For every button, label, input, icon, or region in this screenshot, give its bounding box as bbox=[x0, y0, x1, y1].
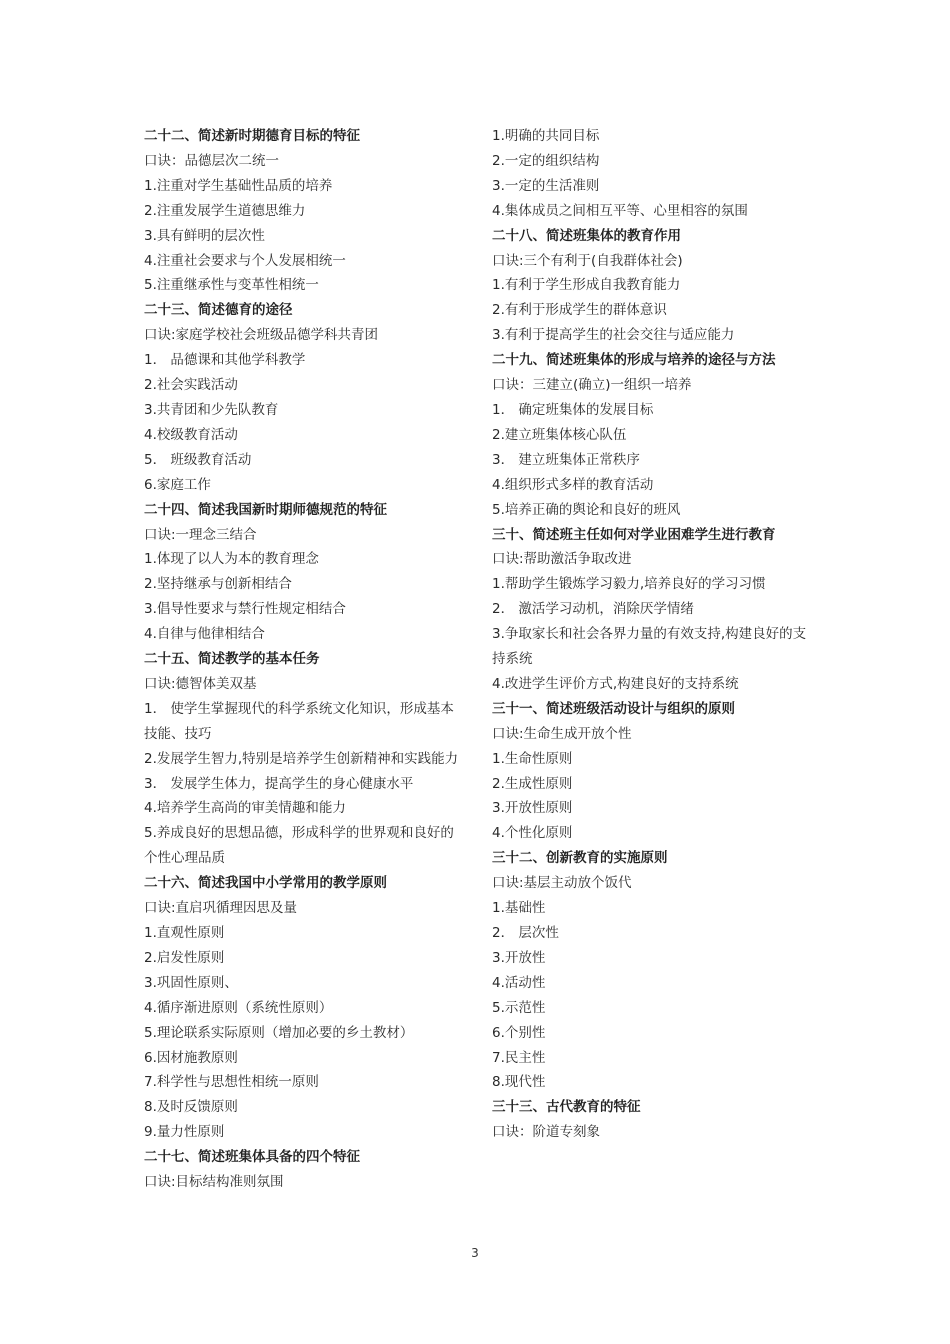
text-line: 4.培养学生高尚的审美情趣和能力 bbox=[144, 800, 346, 817]
text-line: 4.集体成员之间相互平等、心里相容的氛围 bbox=[492, 202, 748, 219]
text-line: 3.开放性 bbox=[492, 949, 546, 966]
text-line: 5.理论联系实际原则（增加必要的乡土教材） bbox=[144, 1024, 414, 1041]
text-line: 1． 确定班集体的发展目标 bbox=[492, 401, 654, 418]
text-line: 3.巩固性原则、 bbox=[144, 974, 238, 991]
section-heading: 二十六、简述我国中小学常用的教学原则 bbox=[144, 875, 387, 892]
text-line: 7.民主性 bbox=[492, 1049, 546, 1066]
text-line: 口诀:生命生成开放个性 bbox=[492, 725, 632, 742]
text-line: 口诀:帮助激活争取改进 bbox=[492, 551, 632, 568]
text-line: 1． 品德课和其他学科教学 bbox=[144, 352, 306, 369]
section-heading: 三十二、创新教育的实施原则 bbox=[492, 850, 668, 867]
text-line: 4.校级教育活动 bbox=[144, 426, 238, 443]
text-line: 2.一定的组织结构 bbox=[492, 152, 600, 169]
text-line: 口诀:基层主动放个饭代 bbox=[492, 875, 632, 892]
text-line: 3． 发展学生体力，提高学生的身心健康水平 bbox=[144, 775, 414, 792]
text-line: 1． 使学生掌握现代的科学系统文化知识，形成基本技能、技巧 bbox=[144, 700, 454, 742]
text-line: 口诀：三建立(确立)一组织一培养 bbox=[492, 377, 692, 394]
text-line: 口诀：品德层次二统一 bbox=[144, 152, 279, 169]
text-line: 2.启发性原则 bbox=[144, 949, 225, 966]
text-line: 4.注重社会要求与个人发展相统一 bbox=[144, 252, 346, 269]
text-line: 口诀：阶道专刻象 bbox=[492, 1124, 600, 1141]
section-heading: 二十二、简述新时期德育目标的特征 bbox=[144, 128, 360, 144]
text-line: 4.自律与他律相结合 bbox=[144, 626, 265, 643]
page-number: 3 bbox=[471, 1246, 479, 1260]
text-line: 5.示范性 bbox=[492, 999, 546, 1016]
text-line: 8.现代性 bbox=[492, 1074, 546, 1091]
text-line: 7.科学性与思想性相统一原则 bbox=[144, 1074, 319, 1091]
section-heading: 二十九、简述班集体的形成与培养的途径与方法 bbox=[492, 352, 776, 369]
text-line: 1.基础性 bbox=[492, 900, 546, 917]
text-line: 3.有利于提高学生的社会交往与适应能力 bbox=[492, 327, 735, 344]
text-line: 口诀:家庭学校社会班级品德学科共青团 bbox=[144, 327, 379, 344]
text-line: 2.注重发展学生道德思维力 bbox=[144, 202, 306, 219]
text-line: 3.倡导性要求与禁行性规定相结合 bbox=[144, 601, 346, 618]
text-line: 口诀:一理念三结合 bbox=[144, 526, 257, 543]
text-line: 口诀:三个有利于(自我群体社会) bbox=[492, 252, 683, 269]
text-line: 3.争取家长和社会各界力量的有效支持,构建良好的支持系统 bbox=[492, 626, 807, 668]
text-line: 3.共青团和少先队教育 bbox=[144, 401, 279, 418]
text-line: 4.个性化原则 bbox=[492, 825, 573, 842]
text-line: 2.发展学生智力,特别是培养学生创新精神和实践能力 bbox=[144, 750, 459, 767]
text-line: 口诀:德智体美双基 bbox=[144, 675, 257, 692]
text-line: 1.生命性原则 bbox=[492, 750, 573, 767]
text-line: 5.养成良好的思想品德，形成科学的世界观和良好的个性心理品质 bbox=[144, 825, 454, 867]
section-heading: 三十三、古代教育的特征 bbox=[492, 1099, 641, 1116]
text-line: 2． 层次性 bbox=[492, 925, 559, 941]
text-line: 口诀:直启巩循理因思及量 bbox=[144, 900, 298, 917]
left-column bbox=[144, 124, 466, 1195]
section-heading: 二十八、简述班集体的教育作用 bbox=[492, 227, 681, 244]
text-line: 6.个别性 bbox=[492, 1024, 546, 1041]
section-heading: 二十七、简述班集体具备的四个特征 bbox=[144, 1149, 360, 1166]
text-line: 1.帮助学生锻炼学习毅力,培养良好的学习习惯 bbox=[492, 576, 766, 593]
text-line: 1.有利于学生形成自我教育能力 bbox=[492, 277, 681, 294]
right-column bbox=[492, 124, 814, 1145]
section-heading: 三十、简述班主任如何对学业困难学生进行教育 bbox=[492, 526, 776, 543]
text-line: 1.注重对学生基础性品质的培养 bbox=[144, 177, 333, 194]
text-line: 4.循序渐进原则（系统性原则） bbox=[144, 999, 333, 1016]
section-heading: 二十五、简述教学的基本任务 bbox=[144, 651, 320, 668]
text-line: 5.注重继承性与变革性相统一 bbox=[144, 277, 319, 294]
text-line: 3． 建立班集体正常秩序 bbox=[492, 451, 640, 468]
text-line: 5.培养正确的舆论和良好的班风 bbox=[492, 501, 681, 518]
text-line: 4.组织形式多样的教育活动 bbox=[492, 476, 654, 493]
text-line: 2.坚持继承与创新相结合 bbox=[144, 576, 292, 593]
text-line: 1.明确的共同目标 bbox=[492, 128, 600, 144]
text-line: 6.家庭工作 bbox=[144, 476, 211, 493]
text-line: 2.建立班集体核心队伍 bbox=[492, 426, 627, 443]
text-line: 4.改进学生评价方式,构建良好的支持系统 bbox=[492, 675, 739, 692]
section-heading: 三十一、简述班级活动设计与组织的原则 bbox=[492, 700, 735, 717]
text-line: 6.因材施教原则 bbox=[144, 1049, 238, 1066]
text-line: 3.开放性原则 bbox=[492, 800, 573, 817]
text-line: 1.体现了以人为本的教育理念 bbox=[144, 551, 319, 568]
text-line: 2． 激活学习动机，消除厌学情绪 bbox=[492, 601, 694, 618]
text-line: 2.社会实践活动 bbox=[144, 377, 238, 394]
text-line: 2.有利于形成学生的群体意识 bbox=[492, 302, 667, 319]
text-line: 5． 班级教育活动 bbox=[144, 451, 252, 468]
text-line: 9.量力性原则 bbox=[144, 1124, 225, 1141]
section-heading: 二十四、简述我国新时期师德规范的特征 bbox=[144, 501, 387, 518]
text-line: 1.直观性原则 bbox=[144, 925, 225, 941]
text-line: 3.具有鲜明的层次性 bbox=[144, 227, 265, 244]
text-line: 4.活动性 bbox=[492, 974, 546, 991]
text-line: 2.生成性原则 bbox=[492, 775, 573, 792]
text-line: 8.及时反馈原则 bbox=[144, 1099, 238, 1116]
text-line: 3.一定的生活准则 bbox=[492, 177, 600, 194]
section-heading: 二十三、简述德育的途径 bbox=[144, 302, 293, 319]
text-line: 口诀:目标结构准则氛围 bbox=[144, 1174, 284, 1191]
